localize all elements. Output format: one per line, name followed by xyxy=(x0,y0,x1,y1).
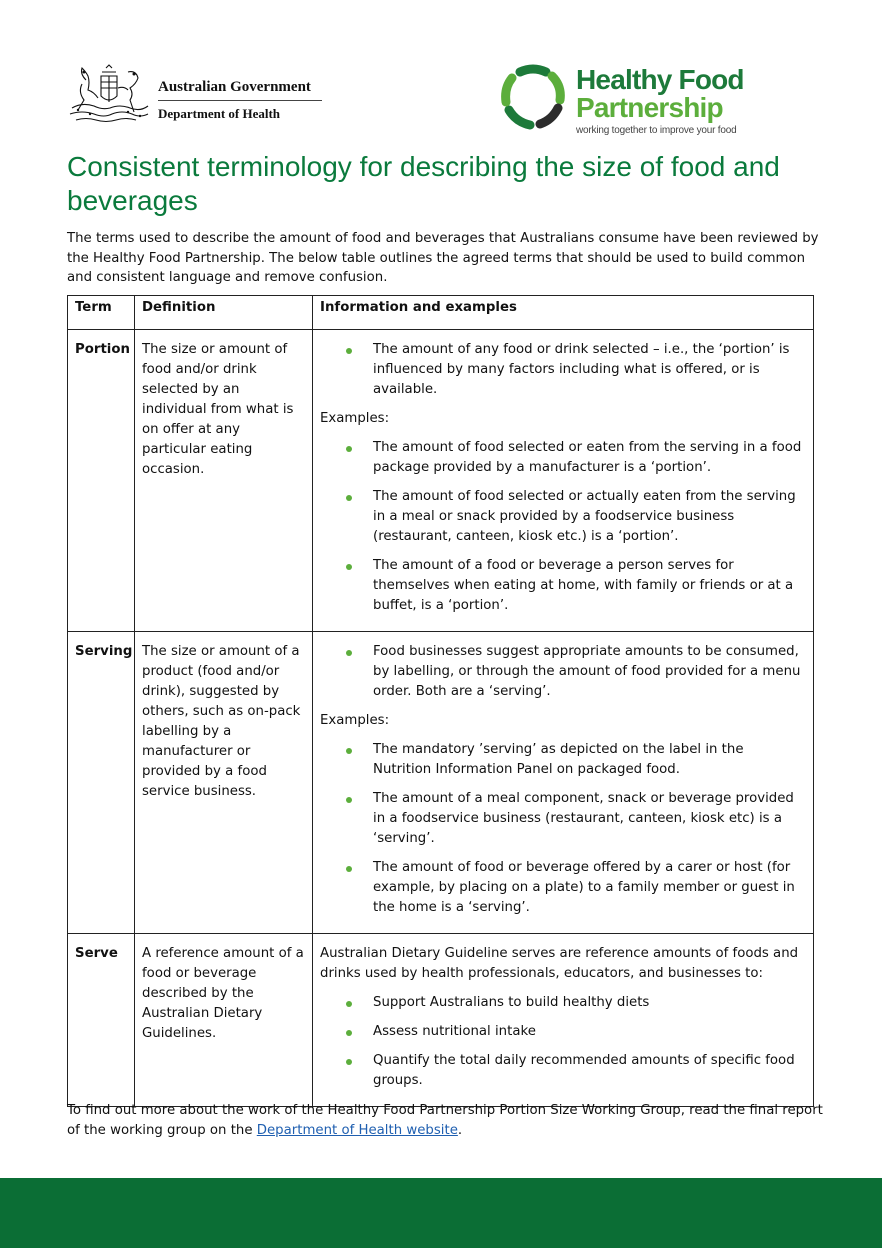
partnership-ring-icon xyxy=(500,64,566,130)
bullet-item: Assess nutritional intake xyxy=(320,1022,805,1042)
bullet-item: Support Australians to build healthy diets xyxy=(320,993,805,1013)
bullet-item: The amount of a meal component, snack or beverage provided in a foodservice business (restaurant, canteen, kiosk etc) is a ‘serving’. xyxy=(320,789,805,849)
example-bullet-list xyxy=(320,438,805,616)
example-bullet-list xyxy=(320,740,805,918)
term-cell: Serve xyxy=(68,934,135,1107)
examples-label: Examples: xyxy=(320,411,390,426)
information-cell xyxy=(313,934,814,1107)
intro-paragraph: The terms used to describe the amount of food and beverages that Australians consume have been reviewed by the Healthy Food Partnership. The below table outlines the agreed terms that should be used to build common and consistent language and remove confusion. xyxy=(67,231,819,286)
bullet-item: The amount of food or beverage offered by a carer or host (for example, by placing on a plate) to a family member or guest in the home is a ‘serving’. xyxy=(320,858,805,918)
information-cell xyxy=(313,632,814,934)
header-definition: Definition xyxy=(135,296,313,330)
coat-of-arms-icon xyxy=(66,64,152,126)
government-name: Australian Government xyxy=(158,79,311,95)
wordmark-divider xyxy=(158,100,322,101)
header-information: Information and examples xyxy=(313,296,814,330)
footer-text-before: To find out more about the work of the Healthy Food Partnership Portion Size Working Group, read the final report of the working group on the xyxy=(67,1103,823,1138)
partnership-tagline: working together to improve your food xyxy=(576,125,737,136)
table-row-serve xyxy=(68,934,814,1107)
footer-text-after: . xyxy=(457,1123,463,1138)
table-row-serving xyxy=(68,632,814,934)
wordmark-line-2: Partnership xyxy=(576,92,723,123)
table-header-row xyxy=(68,296,814,330)
government-wordmark xyxy=(158,78,324,122)
footer-color-bar xyxy=(0,1178,882,1248)
department-website-link[interactable]: Department of Health website xyxy=(256,1123,458,1138)
bullet-item: The amount of any food or drink selected – i.e., the ‘portion’ is influenced by many factors including what is offered, or is available. xyxy=(320,340,805,400)
lead-bullet-list xyxy=(320,340,805,400)
term-cell: Serving xyxy=(68,632,135,934)
serve-intro-text: Australian Dietary Guideline serves are reference amounts of foods and drinks used by health professionals, educators, and businesses to: xyxy=(320,946,799,981)
bullet-item: The amount of a food or beverage a person serves for themselves when eating at home, with family or friends or at a buffet, is a ‘portion’. xyxy=(320,556,805,616)
wordmark-line-1: Healthy Food xyxy=(576,64,744,95)
definition-cell: The size or amount of food and/or drink selected by an individual from what is on offer at any particular eating occasion. xyxy=(135,330,313,632)
department-name: Department of Health xyxy=(158,106,281,121)
partnership-wordmark xyxy=(576,66,744,136)
table-row-portion xyxy=(68,330,814,632)
healthy-food-partnership-logo xyxy=(500,62,750,140)
serve-bullet-list xyxy=(320,993,805,1091)
footer-paragraph xyxy=(67,1101,827,1141)
definition-cell: The size or amount of a product (food and/or drink), suggested by others, such as on-pack labelling by a manufacturer or provided by a food service business. xyxy=(135,632,313,934)
bullet-item: Quantify the total daily recommended amounts of specific food groups. xyxy=(320,1051,805,1091)
examples-label: Examples: xyxy=(320,713,390,728)
australian-government-logo xyxy=(66,64,336,128)
bullet-item: Food businesses suggest appropriate amounts to be consumed, by labelling, or through the amount of food provided for a menu order. Both are a ‘serving’. xyxy=(320,642,805,702)
definition-cell: A reference amount of a food or beverage described by the Australian Dietary Guidelines. xyxy=(135,934,313,1107)
page-title: Consistent terminology for describing the size of food and beverages xyxy=(67,151,780,216)
bullet-item: The amount of food selected or eaten from the serving in a food package provided by a manufacturer is a ‘portion’. xyxy=(320,438,805,478)
terminology-table xyxy=(67,295,814,1107)
bullet-item: The amount of food selected or actually eaten from the serving in a meal or snack provided by a foodservice business (restaurant, canteen, kiosk etc.) is a ‘portion’. xyxy=(320,487,805,547)
header-term: Term xyxy=(68,296,135,330)
information-cell xyxy=(313,330,814,632)
bullet-item: The mandatory ’serving’ as depicted on the label in the Nutrition Information Panel on packaged food. xyxy=(320,740,805,780)
lead-bullet-list xyxy=(320,642,805,702)
term-cell: Portion xyxy=(68,330,135,632)
